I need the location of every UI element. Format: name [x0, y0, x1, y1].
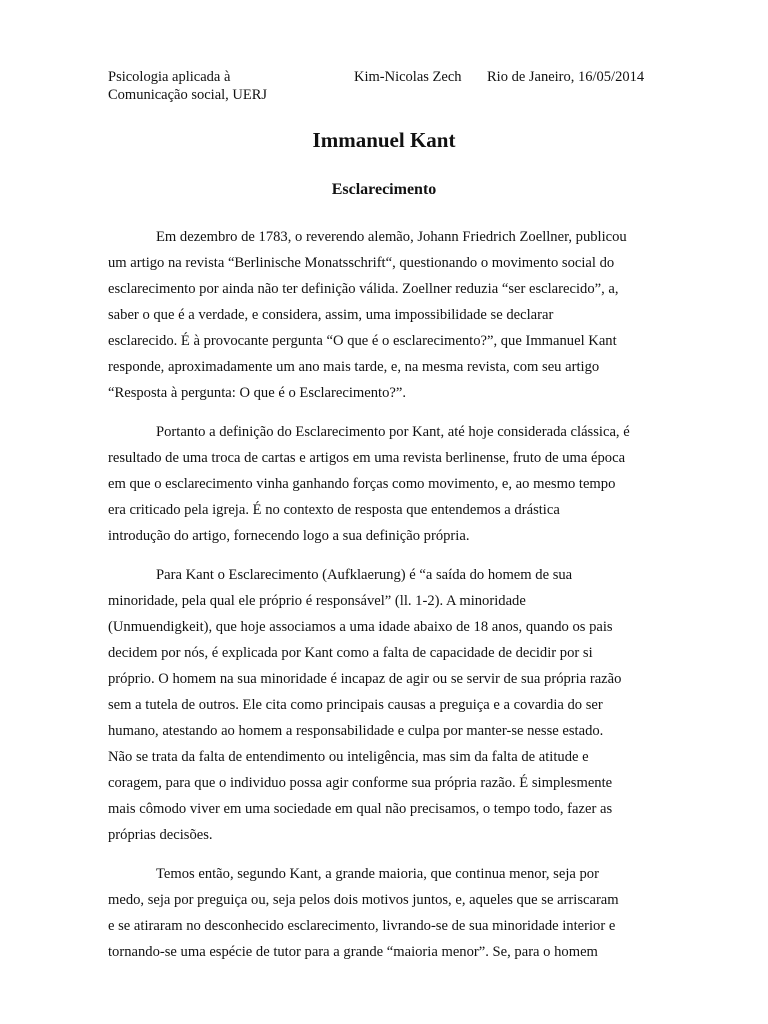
text-line: minoridade, pela qual ele próprio é responsável” (ll. 1-2). A minoridade: [108, 593, 526, 609]
place-date: Rio de Janeiro, 16/05/2014: [487, 69, 645, 85]
text-line: introdução do artigo, fornecendo logo a sua definição própria.: [108, 528, 470, 544]
text-line: humano, atestando ao homem a responsabilidade e culpa por manter-se nesse estado.: [108, 723, 604, 739]
text-line: era criticado pela igreja. É no contexto de resposta que entendemos a drástica: [108, 502, 560, 518]
text-line: um artigo na revista “Berlinische Monatsschrift“, questionando o movimento social do: [108, 255, 615, 271]
text-line: medo, seja por preguiça ou, seja pelos dois motivos juntos, e, aqueles que se arriscaram: [108, 892, 619, 908]
text-line: “Resposta à pergunta: O que é o Esclarecimento?”.: [108, 385, 406, 401]
document-title: Immanuel Kant: [312, 128, 456, 152]
paragraph: [108, 562, 660, 848]
text-line: resultado de uma troca de cartas e artigos em uma revista berlinense, fruto de uma época: [108, 450, 626, 466]
text-line: Em dezembro de 1783, o reverendo alemão, Johann Friedrich Zoellner, publicou: [156, 229, 627, 245]
text-line: Temos então, segundo Kant, a grande maioria, que continua menor, seja por: [156, 866, 599, 882]
text-line: Portanto a definição do Esclarecimento por Kant, até hoje considerada clássica, é: [156, 424, 630, 440]
text-line: sem a tutela de outros. Ele cita como principais causas a preguiça e a covardia do ser: [108, 697, 603, 713]
paragraph: [108, 861, 660, 965]
text-line: mais cômodo viver em uma sociedade em qual não precisamos, o tempo todo, fazer as: [108, 801, 613, 817]
text-line: esclarecido. É à provocante pergunta “O que é o esclarecimento?”, que Immanuel Kant: [108, 333, 617, 349]
text-line: esclarecimento por ainda não ter definição válida. Zoellner reduzia “ser esclarecido”, a,: [108, 281, 619, 297]
text-line: decidem por nós, é explicada por Kant como a falta de capacidade de decidir por si: [108, 645, 593, 661]
author-name: Kim-Nicolas Zech: [354, 69, 462, 85]
course-line-2: Comunicação social, UERJ: [108, 87, 268, 103]
text-line: tornando-se uma espécie de tutor para a grande “maioria menor”. Se, para o homem: [108, 944, 598, 960]
text-line: (Unmuendigkeit), que hoje associamos a uma idade abaixo de 18 anos, quando os pais: [108, 619, 613, 635]
paragraph: [108, 224, 660, 406]
paragraph: [108, 419, 660, 549]
course-info: [108, 68, 267, 104]
document-body: [108, 224, 660, 978]
text-line: Para Kant o Esclarecimento (Aufklaerung) é “a saída do homem de sua: [156, 567, 573, 583]
course-line-1: Psicologia aplicada à: [108, 69, 231, 85]
text-line: responde, aproximadamente um ano mais tarde, e, na mesma revista, com seu artigo: [108, 359, 600, 375]
text-line: e se atiraram no desconhecido esclarecimento, livrando-se de sua minoridade interior e: [108, 918, 616, 934]
text-line: coragem, para que o individuo possa agir conforme sua própria razão. É simplesmente: [108, 775, 613, 791]
document-subtitle: Esclarecimento: [331, 181, 437, 198]
text-line: saber o que é a verdade, e considera, assim, uma impossibilidade se declarar: [108, 307, 554, 323]
text-line: próprio. O homem na sua minoridade é incapaz de agir ou se servir de sua própria razão: [108, 671, 622, 687]
text-line: em que o esclarecimento vinha ganhando forças como movimento, e, ao mesmo tempo: [108, 476, 616, 492]
text-line: Não se trata da falta de entendimento ou inteligência, mas sim da falta de atitude e: [108, 749, 589, 765]
text-line: próprias decisões.: [108, 827, 213, 843]
